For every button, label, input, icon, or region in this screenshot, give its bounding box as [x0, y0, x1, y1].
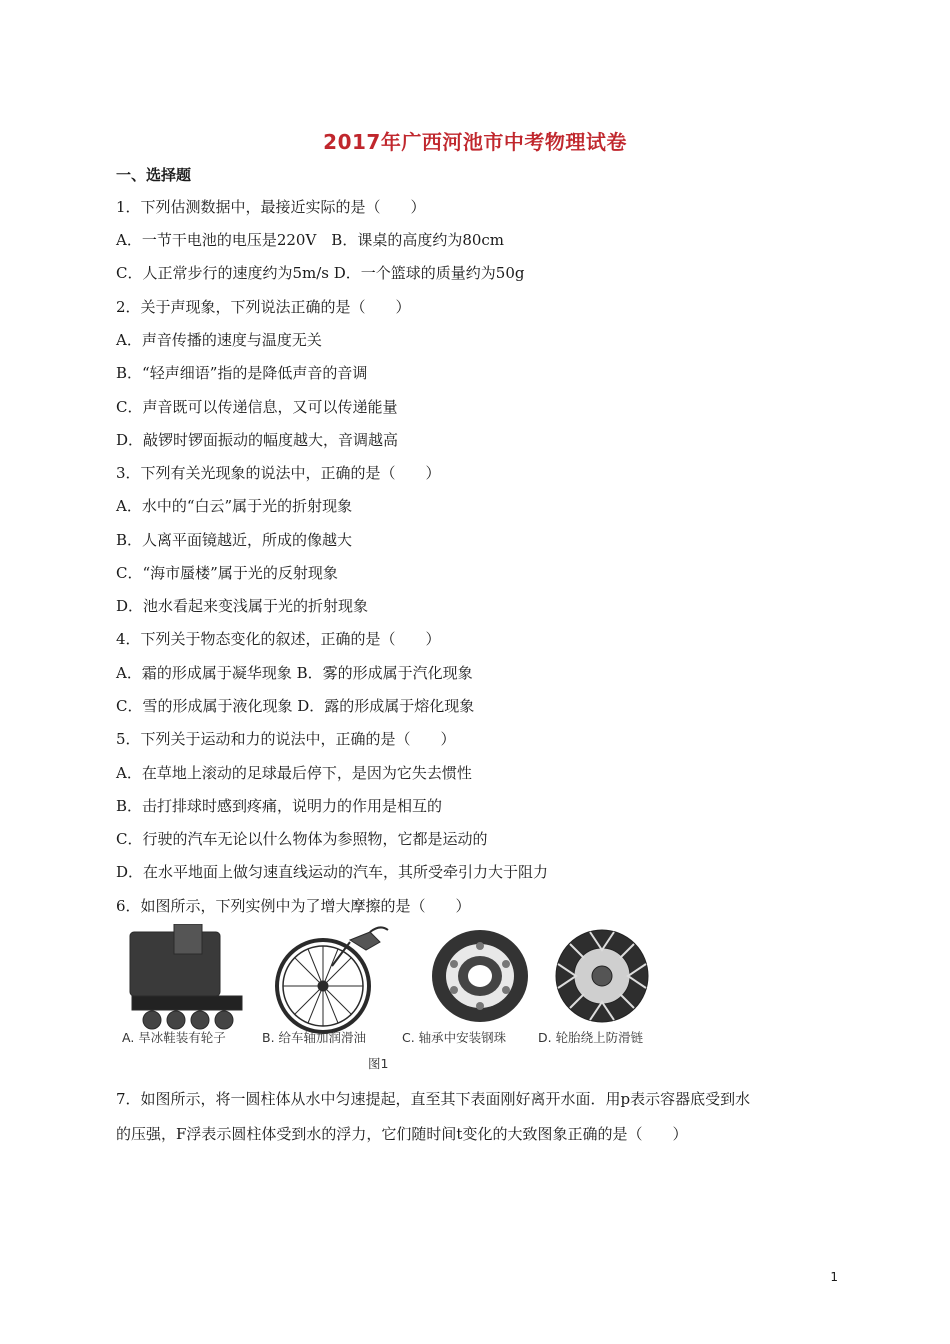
- roller-skate-icon: [130, 924, 242, 1029]
- question-line: 7．如图所示，将一圆柱体从水中匀速提起，直至其下表面刚好离开水面．用p表示容器底受到水: [116, 1090, 751, 1108]
- question-line: B．“轻声细语”指的是降低声音的音调: [116, 364, 368, 382]
- question-line: C．声音既可以传递信息，又可以传递能量: [116, 398, 398, 416]
- question-line: A．声音传播的速度与温度无关: [116, 331, 322, 349]
- question-line: A．水中的“白云”属于光的折射现象: [116, 497, 353, 515]
- page-number: 1: [830, 1270, 838, 1284]
- tire-chain-icon: [556, 930, 648, 1022]
- question-line: C．行驶的汽车无论以什么物体为参照物，它都是运动的: [116, 830, 488, 848]
- question-line: B．人离平面镜越近，所成的像越大: [116, 531, 353, 549]
- bearing-icon: [432, 930, 528, 1022]
- figure-1: [118, 924, 678, 1074]
- question-line: 的压强，F浮表示圆柱体受到水的浮力，它们随时间t变化的大致图象正确的是（ ）: [116, 1125, 688, 1143]
- caption-a: A. 旱冰鞋装有轮子: [122, 1030, 226, 1045]
- question-line: 2．关于声现象，下列说法正确的是（ ）: [116, 298, 411, 316]
- question-line: B．击打排球时感到疼痛，说明力的作用是相互的: [116, 797, 443, 815]
- bicycle-wheel-icon: [277, 927, 388, 1032]
- question-line: 5．下列关于运动和力的说法中，正确的是（ ）: [116, 730, 456, 748]
- question-line: A．一节干电池的电压是220V B．课桌的高度约为80cm: [116, 231, 505, 249]
- caption-c: C. 轴承中安装钢珠: [402, 1030, 507, 1045]
- question-line: D．在水平地面上做匀速直线运动的汽车，其所受牵引力大于阻力: [116, 863, 549, 881]
- section-heading: 一、选择题: [116, 166, 192, 184]
- caption-d: D. 轮胎绕上防滑链: [538, 1030, 644, 1045]
- question-line: 3．下列有关光现象的说法中，正确的是（ ）: [116, 464, 441, 482]
- question-line: C．人正常步行的速度约为5m/s D．一个篮球的质量约为50g: [116, 264, 525, 282]
- page-title: 2017年广西河池市中考物理试卷: [323, 130, 627, 154]
- question-line: 1．下列估测数据中，最接近实际的是（ ）: [116, 198, 426, 216]
- figure-label: 图1: [368, 1056, 389, 1071]
- question-line: A．在草地上滚动的足球最后停下，是因为它失去惯性: [116, 764, 472, 782]
- caption-b: B. 给车轴加润滑油: [262, 1030, 367, 1045]
- question-line: C．雪的形成属于液化现象 D．露的形成属于熔化现象: [116, 697, 475, 715]
- question-line: 4．下列关于物态变化的叙述，正确的是（ ）: [116, 630, 441, 648]
- question-line: D．池水看起来变浅属于光的折射现象: [116, 597, 369, 615]
- figure-illustrations: [118, 924, 678, 1074]
- question-line: A．霜的形成属于凝华现象 B．雾的形成属于汽化现象: [116, 664, 473, 682]
- question-line: 6．如图所示，下列实例中为了增大摩擦的是（ ）: [116, 897, 471, 915]
- question-line: C．“海市蜃楼”属于光的反射现象: [116, 564, 338, 582]
- question-line: D．敲锣时锣面振动的幅度越大，音调越高: [116, 431, 399, 449]
